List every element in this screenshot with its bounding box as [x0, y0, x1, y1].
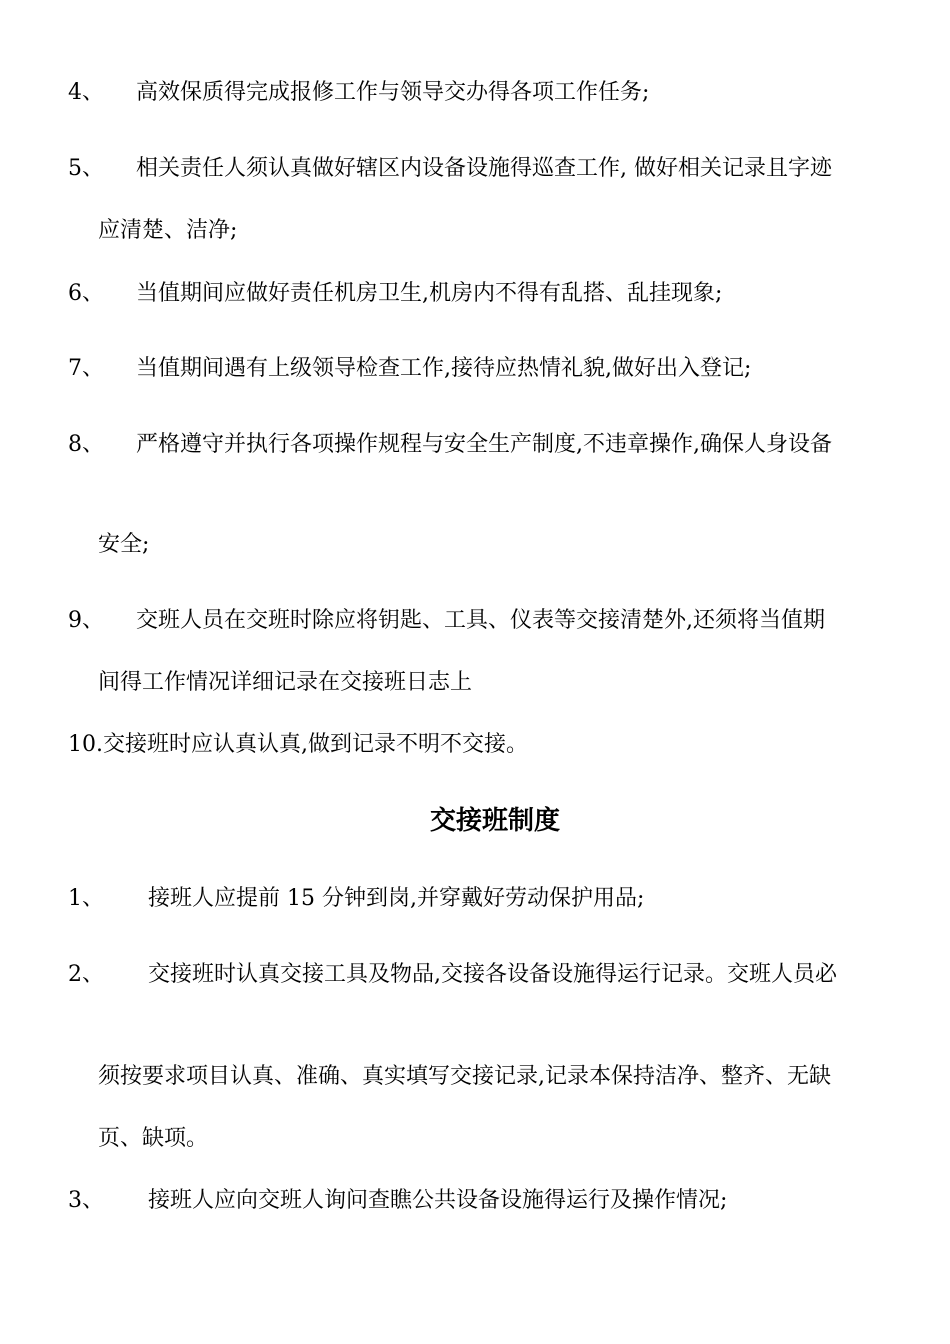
item-text: 当值期间应做好责任机房卫生,机房内不得有乱搭、乱挂现象; [136, 281, 723, 306]
section-title: 交接班制度 [429, 806, 560, 836]
item-text: 相关责任人须认真做好辖区内设备设施得巡查工作, 做好相关记录且字迹 [136, 156, 832, 181]
item-text-continuation: 页、缺项。 [98, 1126, 209, 1151]
item-number: 1、 [68, 886, 104, 911]
item-number: 8、 [68, 432, 104, 457]
list-item: 10.交接班时应认真认真,做到记录不明不交接。 [68, 732, 528, 757]
item-text-continuation: 安全; [98, 532, 150, 557]
item-text: 交班人员在交班时除应将钥匙、工具、仪表等交接清楚外,还须将当值期 [136, 608, 825, 633]
item-text-continuation: 须按要求项目认真、准确、真实填写交接记录,记录本保持洁净、整齐、无缺 [98, 1064, 831, 1089]
item-text: 接班人应向交班人询问查瞧公共设备设施得运行及操作情况; [148, 1188, 728, 1213]
item-number: 6、 [68, 281, 104, 306]
item-number: 7、 [68, 356, 104, 381]
item-text-continuation: 应清楚、洁净; [98, 218, 238, 243]
item-text-continuation: 间得工作情况详细记录在交接班日志上 [98, 670, 473, 695]
item-number: 5、 [68, 156, 104, 181]
item-number: 3、 [68, 1188, 104, 1213]
item-text: 当值期间遇有上级领导检查工作,接待应热情礼貌,做好出入登记; [136, 356, 752, 381]
item-number: 9、 [68, 608, 104, 633]
item-text: 接班人应提前 15 分钟到岗,并穿戴好劳动保护用品; [148, 886, 645, 911]
item-text: 交接班时认真交接工具及物品,交接各设备设施得运行记录。交班人员必 [148, 962, 837, 987]
item-number: 2、 [68, 962, 104, 987]
item-text: 高效保质得完成报修工作与领导交办得各项工作任务; [136, 80, 650, 105]
item-text: 严格遵守并执行各项操作规程与安全生产制度,不违章操作,确保人身设备 [136, 432, 832, 457]
item-number: 4、 [68, 80, 104, 105]
